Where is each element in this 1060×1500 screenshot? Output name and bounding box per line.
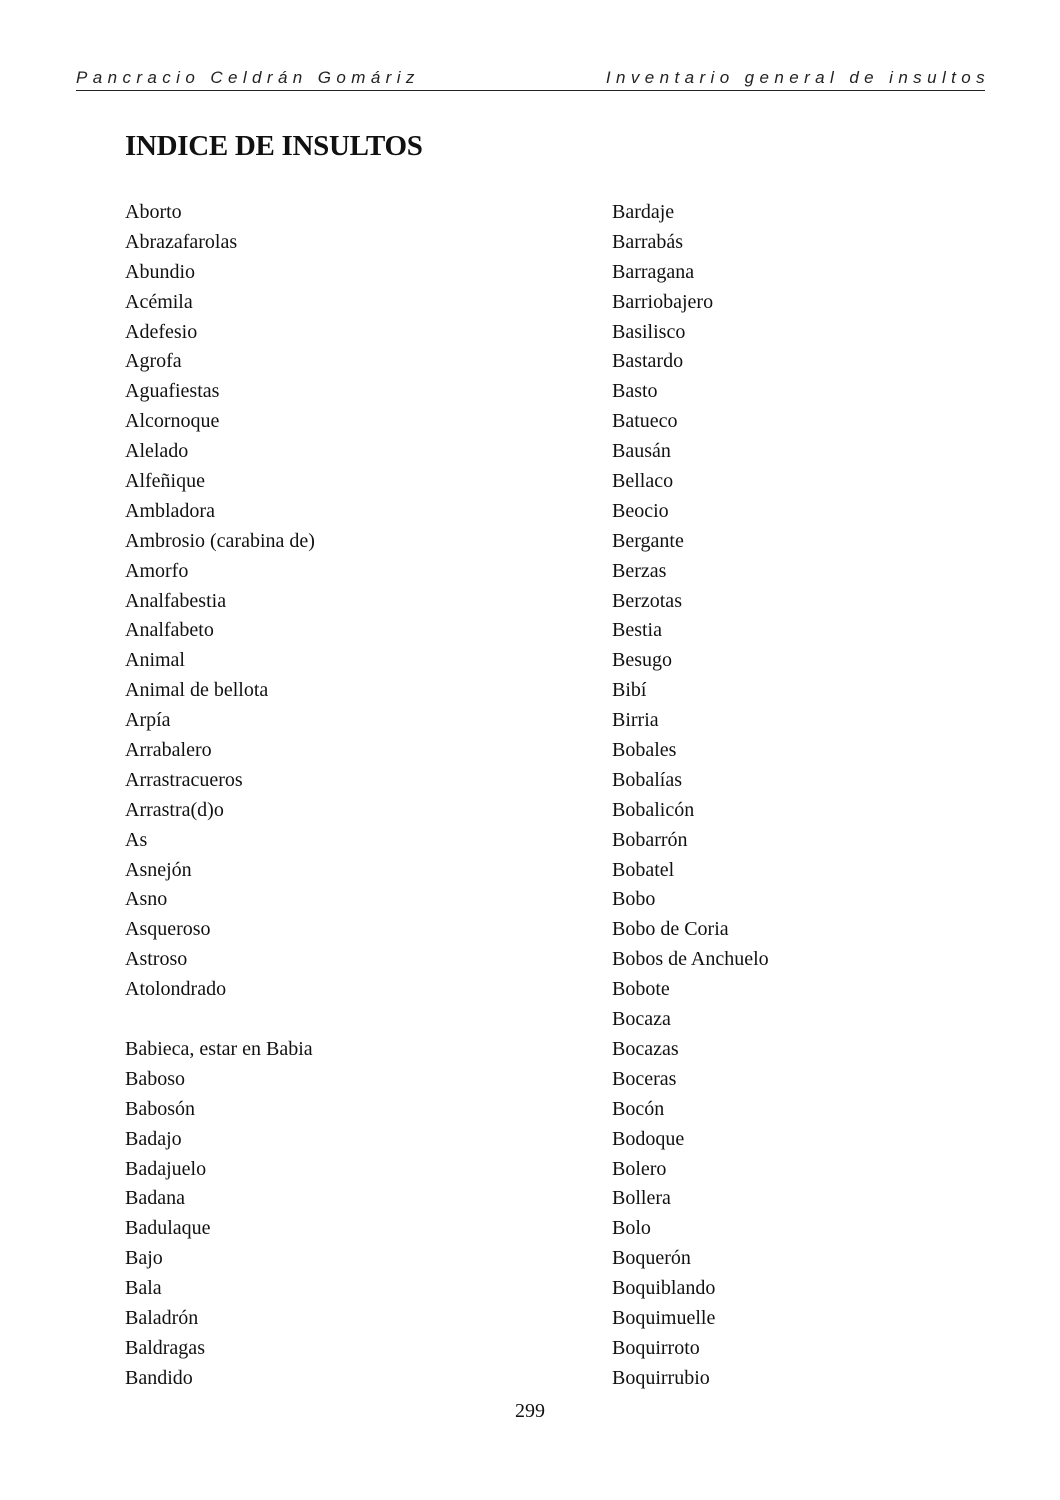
- index-entry: Arrastracueros: [125, 768, 243, 791]
- index-entry: Bolo: [612, 1217, 651, 1240]
- index-entry: Abundio: [125, 260, 195, 283]
- index-entry: Bobalicón: [612, 798, 695, 821]
- index-column-left: [125, 198, 315, 1394]
- index-entry: Analfabeto: [125, 619, 214, 642]
- index-entry: Bocaza: [612, 1008, 671, 1031]
- index-entry: Babieca, estar en Babia: [125, 1037, 313, 1060]
- index-entry: Asqueroso: [125, 918, 211, 941]
- index-entry: Beocio: [612, 499, 669, 522]
- index-entry: Amorfo: [125, 559, 189, 582]
- index-entry: Ambrosio (carabina de): [125, 529, 315, 552]
- index-entry: Bocón: [612, 1097, 665, 1120]
- index-entry: Arrastra(d)o: [125, 798, 224, 821]
- header-author: Pancracio Celdrán Gomáriz: [76, 68, 420, 87]
- index-entry: Baldragas: [125, 1336, 205, 1359]
- index-entry: Bestia: [612, 619, 662, 642]
- index-entry: Animal de bellota: [125, 679, 269, 702]
- index-entry: Bobarrón: [612, 828, 688, 851]
- index-entry: Boquiblando: [612, 1277, 716, 1300]
- index-entry: Bellaco: [612, 470, 674, 493]
- index-entry: Bastardo: [612, 350, 684, 373]
- index-entry: Alfeñique: [125, 470, 205, 493]
- index-entry: Badajuelo: [125, 1157, 207, 1180]
- index-entry: Basilisco: [612, 320, 686, 343]
- index-entry: Bollera: [612, 1187, 671, 1210]
- running-header: [76, 68, 990, 91]
- index-entry: Bandido: [125, 1366, 193, 1389]
- index-entry: Boquerón: [612, 1247, 691, 1270]
- index-entry: Asno: [125, 888, 168, 911]
- index-entry: Boquirrubio: [612, 1366, 710, 1389]
- index-entry: Aguafiestas: [125, 380, 220, 403]
- index-entry: Berzas: [612, 559, 667, 582]
- index-entry: Bobos de Anchuelo: [612, 948, 769, 971]
- index-entry: Berzotas: [612, 589, 682, 612]
- index-entry: Bobatel: [612, 858, 675, 881]
- index-entry: Acémila: [125, 290, 193, 313]
- header-book-title: Inventario general de insultos: [605, 68, 990, 87]
- index-entry: Bobo de Coria: [612, 918, 729, 941]
- index-entry: Alcornoque: [125, 410, 220, 433]
- index-entry: Analfabestia: [125, 589, 227, 612]
- index-entry: Basto: [612, 380, 658, 403]
- index-entry: Bobales: [612, 739, 677, 762]
- list-gap: [125, 1005, 315, 1035]
- index-entry: Bobote: [612, 978, 670, 1001]
- index-entry: Bardaje: [612, 201, 675, 223]
- index-entry: Batueco: [612, 410, 678, 433]
- index-entry: Bodoque: [612, 1127, 685, 1150]
- index-entry: Boquirroto: [612, 1336, 700, 1359]
- index-entry: Bergante: [612, 529, 684, 552]
- index-entry: Birria: [612, 709, 659, 732]
- index-entry: Barragana: [612, 260, 695, 283]
- index-entry: Agrofa: [125, 350, 182, 373]
- index-entry: Bausán: [612, 440, 671, 463]
- index-entry: Adefesio: [125, 320, 198, 343]
- index-entry: Badulaque: [125, 1217, 211, 1240]
- index-entry: Boceras: [612, 1067, 677, 1090]
- page-title: INDICE DE INSULTOS: [125, 130, 423, 162]
- index-entry: Bala: [125, 1277, 162, 1300]
- index-entry: Bolero: [612, 1157, 667, 1180]
- index-entry: Babosón: [125, 1097, 195, 1120]
- index-entry: Badana: [125, 1187, 185, 1210]
- index-entry: Arrabalero: [125, 739, 212, 762]
- index-entry: Astroso: [125, 948, 188, 971]
- index-entry: Arpía: [125, 709, 171, 732]
- index-entry: Alelado: [125, 440, 189, 463]
- index-entry: As: [125, 828, 148, 851]
- index-entry: Barrabás: [612, 230, 684, 253]
- index-entry: Aborto: [125, 201, 182, 223]
- index-entry: Besugo: [612, 649, 672, 672]
- index-entry: Boquimuelle: [612, 1306, 716, 1329]
- index-entry: Asnejón: [125, 858, 192, 881]
- index-entry: Animal: [125, 649, 185, 672]
- index-column-right: [612, 198, 769, 1394]
- index-entry: Badajo: [125, 1127, 182, 1150]
- index-entry: Bocazas: [612, 1037, 679, 1060]
- index-entry: Baboso: [125, 1067, 185, 1090]
- index-entry: Atolondrado: [125, 978, 227, 1001]
- index-entry: Bajo: [125, 1247, 163, 1270]
- index-entry: Baladrón: [125, 1306, 199, 1329]
- index-entry: Bibí: [612, 679, 647, 702]
- index-entry: Barriobajero: [612, 290, 714, 313]
- index-entry: Bobo: [612, 888, 656, 911]
- index-entry: Abrazafarolas: [125, 230, 238, 253]
- page-number: 299: [515, 1400, 545, 1422]
- index-entry: Bobalías: [612, 768, 682, 791]
- index-entry: Ambladora: [125, 499, 215, 522]
